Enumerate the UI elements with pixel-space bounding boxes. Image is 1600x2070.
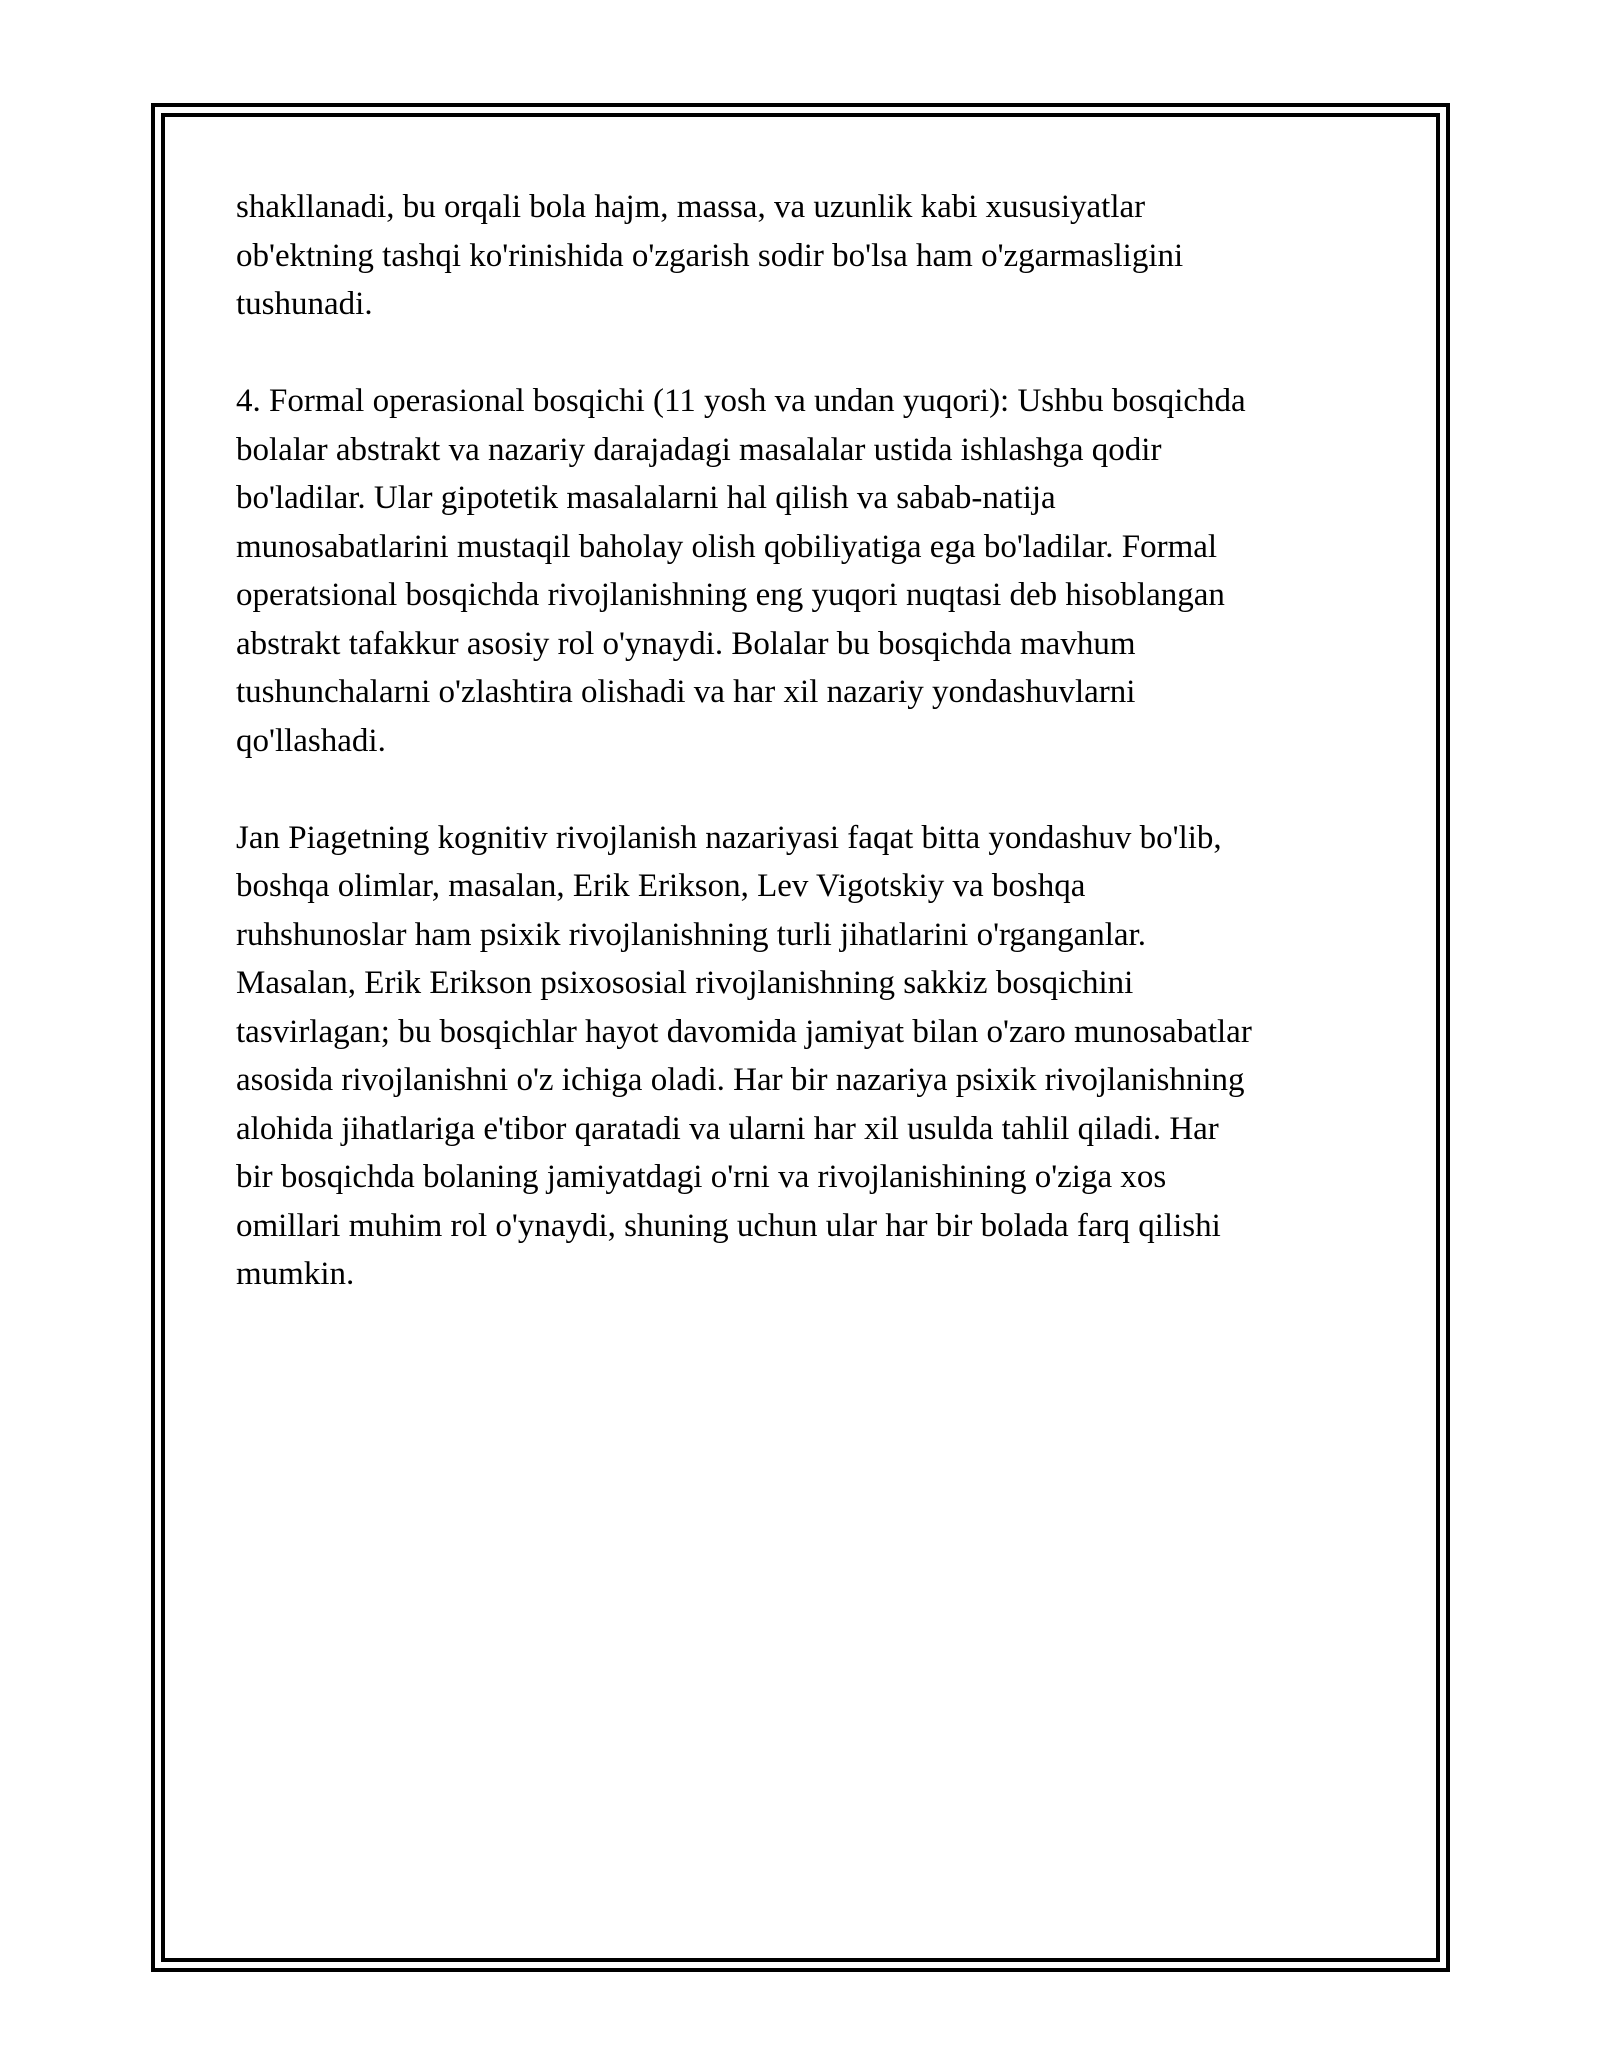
text-line: Jan Piagetning kognitiv rivojlanish nazariyasi faqat bitta yondashuv bo'lib,: [236, 819, 1222, 856]
text-line: 4. Formal operasional bosqichi (11 yosh va undan yuqori): Ushbu bosqichda: [236, 383, 1246, 419]
paragraph-other-theories: [236, 814, 1366, 1299]
text-line: qo'llashadi.: [236, 722, 386, 759]
text-line: omillari muhim rol o'ynaydi, shuning uchun ular har bir bolada farq qilishi: [236, 1207, 1221, 1244]
text-line: ruhshunoslar ham psixik rivojlanishning turli jihatlarini o'rganganlar.: [236, 916, 1146, 953]
text-line: shakllanadi, bu orqali bola hajm, massa, va uzunlik kabi xususiyatlar: [236, 189, 1146, 225]
text-line: munosabatlarini mustaqil baholay olish qobiliyatiga ega bo'ladilar. Formal: [236, 528, 1218, 565]
text-line: boshqa olimlar, masalan, Erik Erikson, Lev Vigotskiy va boshqa: [236, 868, 1086, 904]
text-line: asosida rivojlanishni o'z ichiga oladi. Har bir nazariya psixik rivojlanishning: [236, 1062, 1245, 1098]
text-line: alohida jihatlariga e'tibor qaratadi va ularni har xil usulda tahlil qiladi. Har: [236, 1110, 1219, 1147]
text-line: mumkin.: [236, 1256, 355, 1292]
text-line: tushunchalarni o'zlashtira olishadi va har xil nazariy yondashuvlarni: [236, 674, 1136, 710]
text-line: bolalar abstrakt va nazariy darajadagi masalalar ustida ishlashga qodir: [236, 431, 1162, 468]
paragraph-formal-operational: [236, 377, 1366, 765]
document-body: [236, 183, 1366, 1299]
text-line: operatsional bosqichda rivojlanishning eng yuqori nuqtasi deb hisoblangan: [236, 577, 1225, 613]
text-line: bo'ladilar. Ular gipotetik masalalarni hal qilish va sabab-natija: [236, 480, 1056, 516]
text-line: bir bosqichda bolaning jamiyatdagi o'rni va rivojlanishining o'ziga xos: [236, 1159, 1167, 1195]
text-line: Masalan, Erik Erikson psixososial rivojlanishning sakkiz bosqichini: [236, 965, 1134, 1001]
text-line: tasvirlagan; bu bosqichlar hayot davomida jamiyat bilan o'zaro munosabatlar: [236, 1013, 1252, 1050]
paragraph-conservation-end: [236, 183, 1366, 329]
text-line: tushunadi.: [236, 286, 373, 322]
text-line: ob'ektning tashqi ko'rinishida o'zgarish sodir bo'lsa ham o'zgarmasligini: [236, 237, 1184, 274]
text-line: abstrakt tafakkur asosiy rol o'ynaydi. Bolalar bu bosqichda mavhum: [236, 625, 1136, 662]
